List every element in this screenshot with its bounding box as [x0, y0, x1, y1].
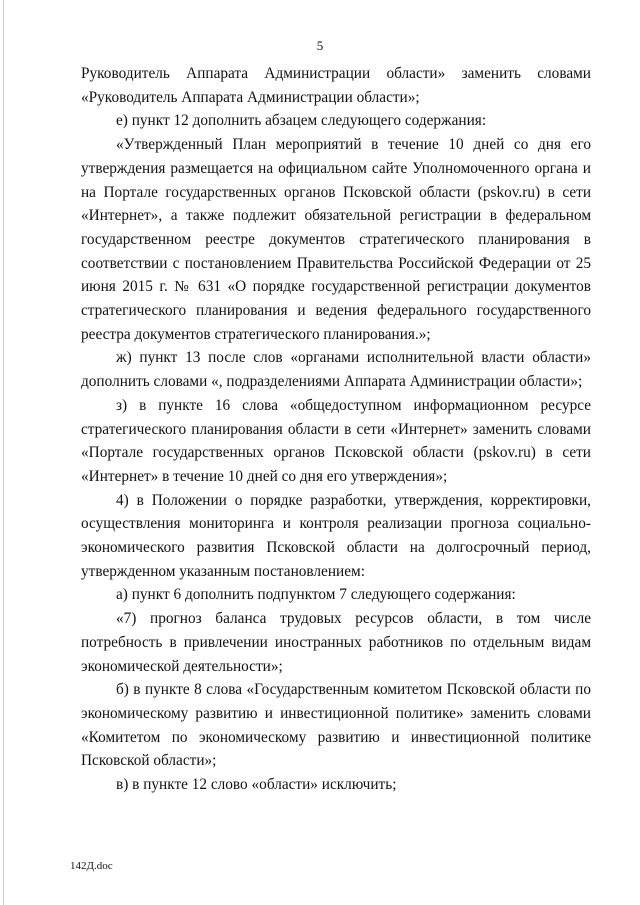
page-number: 5: [316, 38, 324, 53]
paragraph-item-a: а) пункт 6 дополнить подпунктом 7 следующего содержания:: [116, 586, 516, 604]
paragraph-continuation: Руководитель Аппарата Администрации области» заменить словами «Руководитель Аппарата Администрации области»;: [81, 65, 591, 106]
paragraph-quoted-plan: «Утвержденный План мероприятий в течение 10 дней со дня его утверждения размещается на официальном сайте Уполномоченного органа и на Портале государственных органов Псковской области (pskov.ru) в сети «Интернет», а также подлежит обязательной регистрации в федеральном государственном реестре документов стратегического планирования в соответствии с постановлением Правительства Российской Федерации от 25 июня 2015 г. № 631 «О порядке государственной регистрации документов стратегического планирования и ведения федерального государственного реестра документов стратегического планирования.»;: [81, 136, 591, 343]
paragraph-section-4: 4) в Положении о порядке разработки, утверждения, корректировки, осуществления мониторинга и контроля реализации прогноза социально-экономического развития Псковской области на долгосрочный период, утвержденном указанным постановлением:: [81, 491, 591, 580]
paragraph-item-b: б) в пункте 8 слова «Государственным комитетом Псковской области по экономическому развитию и инвестиционной политике» заменить словами «Комитетом по экономическому развитию и инвестиционной политике Псковской области»;: [81, 681, 591, 770]
scan-edge-line: [3, 0, 4, 905]
document-body: [81, 62, 591, 797]
paragraph-item-v: в) в пункте 12 слово «области» исключить;: [116, 776, 397, 794]
paragraph-item-z: з) в пункте 16 слова «общедоступном информационном ресурсе стратегического планирования области в сети «Интернет» заменить словами «Портале государственных органов Псковской области (pskov.ru) в сети «Интернет» в течение 10 дней со дня его утверждения»;: [81, 396, 591, 485]
paragraph-item-zh: ж) пункт 13 после слов «органами исполнительной власти области» дополнить словами «, подразделениями Аппарата Администрации области»;: [81, 349, 591, 391]
paragraph-quoted-forecast: «7) прогноз баланса трудовых ресурсов области, в том числе потребность в привлечении иностранных работников по отдельным видам экономической деятельности»;: [81, 610, 591, 675]
paragraph-item-e: е) пункт 12 дополнить абзацем следующего содержания:: [116, 112, 487, 130]
footer-filename: 142Д.doc: [70, 860, 113, 872]
